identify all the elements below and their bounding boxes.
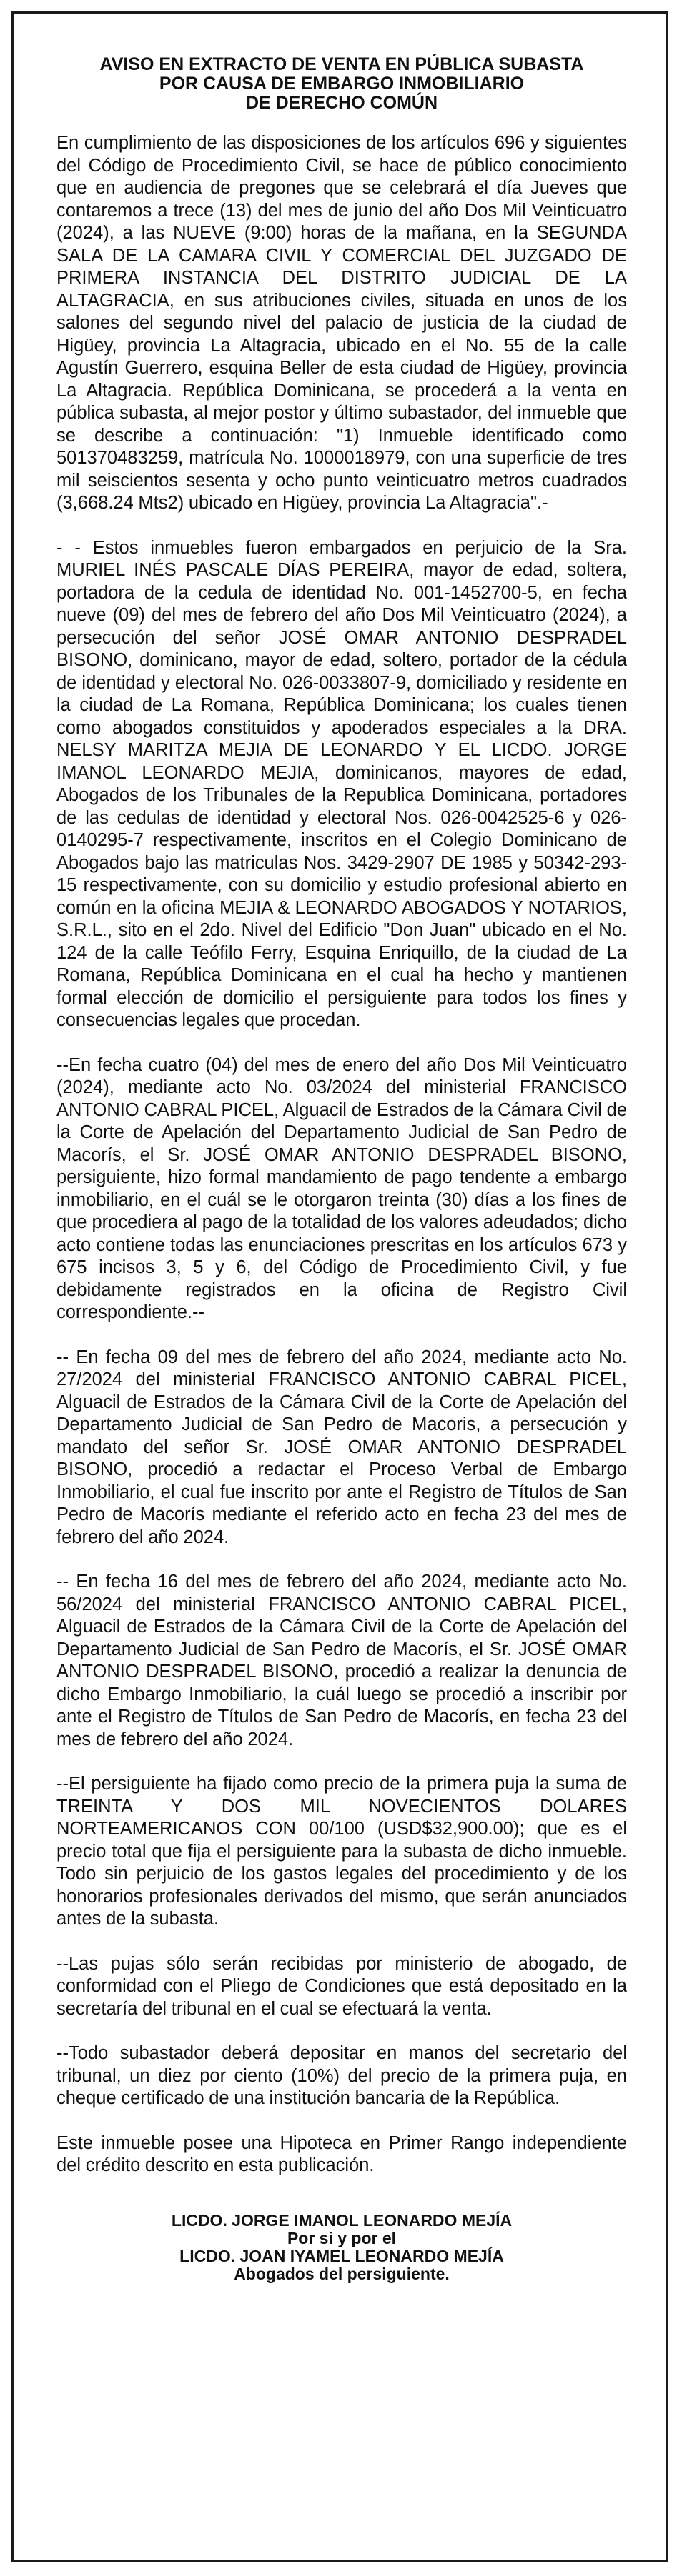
notice-frame xyxy=(11,11,668,2562)
signature-block xyxy=(56,2212,627,2283)
signature-line-4: Abogados del persiguiente. xyxy=(234,2264,450,2283)
signature-line-1: LICDO. JORGE IMANOL LEONARDO MEJÍA xyxy=(171,2210,513,2230)
signature-line-3: LICDO. JOAN IYAMEL LEONARDO MEJÍA xyxy=(179,2246,504,2265)
paragraph-auction-announcement: En cumplimiento de las disposiciones de los artículos 696 y siguientes del Código de Procedimiento Civil, se hace de público conocimiento que en audiencia de pregones que se celebrará el día Jueves que contaremos a trece (13) del mes de junio del año Dos Mil Veinticuatro (2024), a las NUEVE (9:00) horas de la mañana, en la SEGUNDA SALA DE LA CAMARA CIVIL Y COMERCIAL DEL JUZGADO DE PRIMERA INSTANCIA DEL DISTRITO JUDICIAL DE LA ALTAGRACIA, en sus atribuciones civiles, situada en unos de los salones del segundo nivel del palacio de justicia de la ciudad de Higüey, provincia La Altagracia, ubicado en el No. 55 de la calle Agustín Guerrero, esquina Beller de esta ciudad de Higüey, provincia La Altagracia. República Dominicana, se procederá a la venta en pública subasta, al mejor postor y último subastador, del inmueble que se describe a continuación: "1) Inmueble identificado como 501370483259, matrícula No. 1000018979, con una superficie de tres mil seiscientos sesenta y ocho punto veinticuatro metros cuadrados (3,668.24 Mts2) ubicado en Higüey, provincia La Altagracia".- xyxy=(56,133,627,513)
notice-title xyxy=(56,55,627,113)
paragraph-bidder-deposit: --Todo subastador deberá depositar en manos del secretario del tribunal, un diez por ciento (10%) del precio de la primera puja, en cheque certificado de una institución bancaria de la República. xyxy=(56,2043,627,2108)
paragraph-payment-order: --En fecha cuatro (04) del mes de enero del año Dos Mil Veinticuatro (2024), mediante acto No. 03/2024 del ministerial FRANCISCO ANTONIO CABRAL PICEL, Alguacil de Estrados de la Cámara Civil de la Corte de Apelación del Departamento Judicial de San Pedro de Macorís, el Sr. JOSÉ OMAR ANTONIO DESPRADEL BISONO, persiguiente, hizo formal mandamiento de pago tendente a embargo inmobiliario, en el cuál se le otorgaron treinta (30) días a los fines de que procediera al pago de la totalidad de los valores adeudados; dicho acto contiene todas las enunciaciones prescritas en los artículos 673 y 675 incisos 3, 5 y 6, del Código de Procedimiento Civil, y fue debidamente registrados en la oficina de Registro Civil correspondiente.-- xyxy=(56,1054,627,1322)
title-line-1: AVISO EN EXTRACTO DE VENTA EN PÚBLICA SUBASTA xyxy=(99,54,584,74)
paragraph-seizure-parties: - - Estos inmuebles fueron embargados en perjuicio de la Sra. MURIEL INÉS PASCALE DÍAS PEREIRA, mayor de edad, soltera, portadora de la cedula de identidad No. 001-1452700-5, en fecha nueve (09) del mes de febrero del año Dos Mil Veinticuatro (2024), a persecución del señor JOSÉ OMAR ANTONIO DESPRADEL BISONO, dominicano, mayor de edad, soltero, portador de la cédula de identidad y electoral No. 026-0033807-9, domiciliado y residente en la ciudad de La Romana, República Dominicana; los cuales tienen como abogados constituidos y apoderados especiales a la DRA. NELSY MARITZA MEJIA DE LEONARDO Y EL LICDO. JORGE IMANOL LEONARDO MEJIA, dominicanos, mayores de edad, Abogados de los Tribunales de la Republica Dominicana, portadores de las cedulas de identidad y electoral Nos. 026-0042525-6 y 026-0140295-7 respectivamente, inscritos en el Colegio Dominicano de Abogados bajo las matriculas Nos. 3429-2907 DE 1985 y 50342-293-15 respectivamente, con su domicilio y estudio profesional abierto en común en la oficina MEJIA & LEONARDO ABOGADOS Y NOTARIOS, S.R.L., sito en el 2do. Nivel del Edificio "Don Juan" ubicado en el No. 124 de la calle Teófilo Ferry, Esquina Enriquillo, de la ciudad de La Romana, República Dominicana en el cual ha hecho y mantienen formal elección de domicilio el persiguiente para todos los fines y consecuencias legales que procedan. xyxy=(56,537,627,1030)
title-line-3: DE DERECHO COMÚN xyxy=(245,93,438,113)
signature-line-2: Por si y por el xyxy=(287,2228,397,2247)
title-line-2: POR CAUSA DE EMBARGO INMOBILIARIO xyxy=(159,74,525,94)
notice-body xyxy=(14,14,666,2283)
paragraph-first-bid-price: --El persiguiente ha fijado como precio de la primera puja la suma de TREINTA Y DOS MIL NOVECIENTOS DOLARES NORTEAMERICANOS CON 00/100 (USD$32,900.00); que es el precio total que fija el persiguiente para la subasta de dicho inmueble. Todo sin perjuicio de los gastos legales del procedimiento y de los honorarios profesionales derivados del mismo, que serán anunciados antes de la subasta. xyxy=(56,1774,627,1929)
paragraph-mortgage-note: Este inmueble posee una Hipoteca en Primer Rango independiente del crédito descrito en esta publicación. xyxy=(56,2132,627,2175)
paragraph-bids-conditions: --Las pujas sólo serán recibidas por ministerio de abogado, de conformidad con el Pliego de Condiciones que está depositado en la secretaría del tribunal en el cual se efectuará la venta. xyxy=(56,1953,627,2019)
paragraph-seizure-record: -- En fecha 09 del mes de febrero del año 2024, mediante acto No. 27/2024 del ministerial FRANCISCO ANTONIO CABRAL PICEL, Alguacil de Estrados de la Cámara Civil de la Corte de Apelación del Departamento Judicial de San Pedro de Macoris, a persecución y mandato del señor Sr. JOSÉ OMAR ANTONIO DESPRADEL BISONO, procedió a redactar el Proceso Verbal de Embargo Inmobiliario, el cual fue inscrito por ante el Registro de Títulos de San Pedro de Macorís mediante el referido acto en fecha 23 del mes de febrero del año 2024. xyxy=(56,1347,627,1547)
paragraph-seizure-denunciation: -- En fecha 16 del mes de febrero del año 2024, mediante acto No. 56/2024 del ministerial FRANCISCO ANTONIO CABRAL PICEL, Alguacil de Estrados de la Cámara Civil de la Corte de Apelación del Departamento Judicial de San Pedro de Macorís, el Sr. JOSÉ OMAR ANTONIO DESPRADEL BISONO, procedió a realizar la denuncia de dicho Embargo Inmobiliario, la cuál luego se procedió a inscribir por ante el Registro de Títulos de San Pedro de Macorís, en fecha 23 del mes de febrero del año 2024. xyxy=(56,1572,627,1749)
